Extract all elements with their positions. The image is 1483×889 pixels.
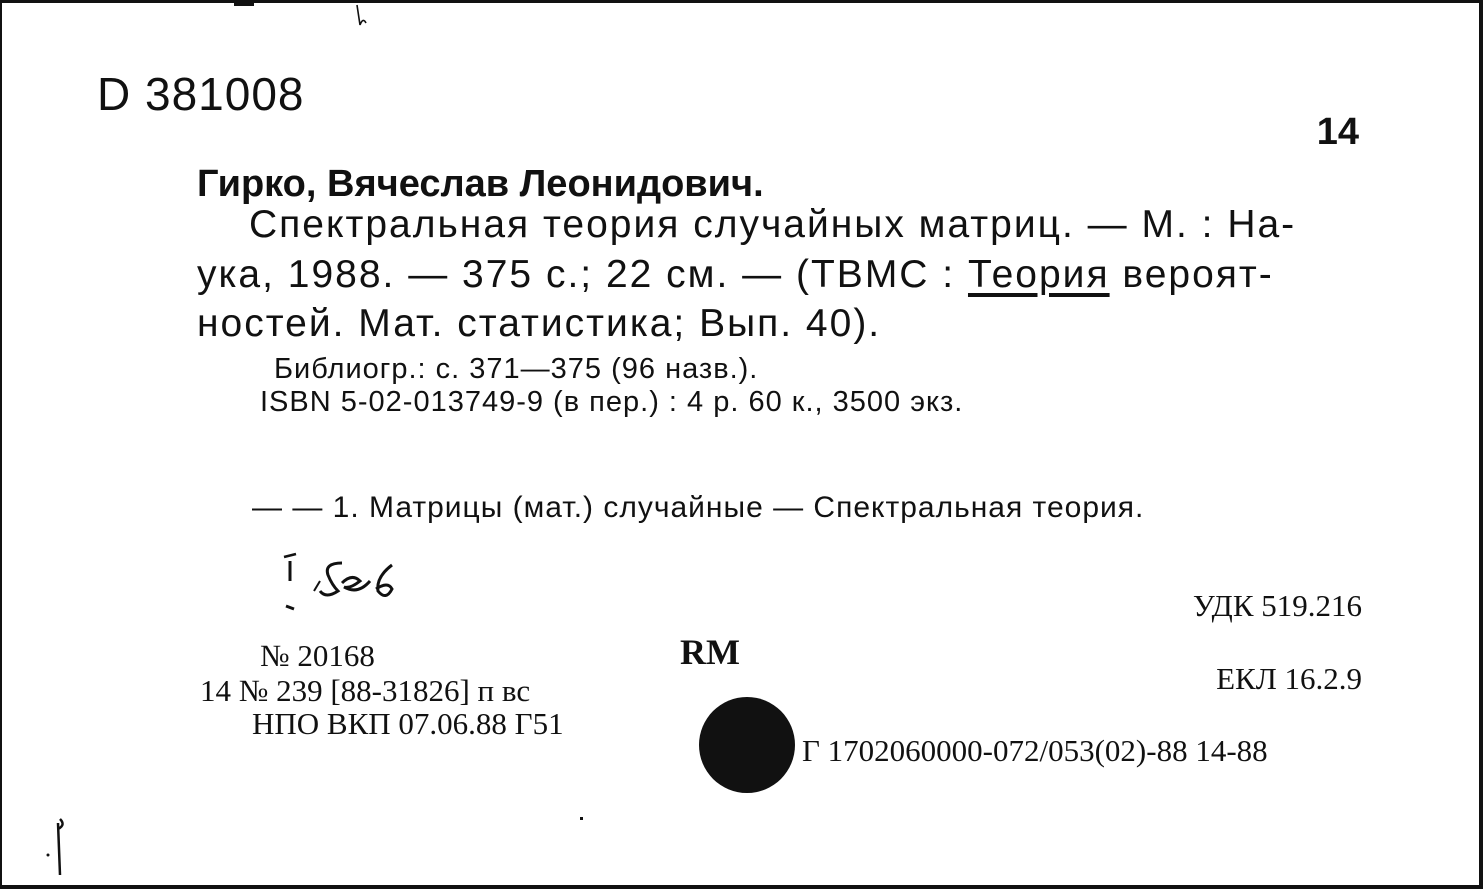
author-heading: Гирко, Вячеслав Леонидович.	[197, 163, 764, 205]
call-number: D 381008	[97, 68, 305, 120]
card-number: 14	[1316, 111, 1359, 153]
pen-mark-icon	[42, 815, 72, 884]
order-number: № 20168	[260, 638, 375, 673]
underlined-word: Теория	[967, 253, 1110, 296]
title-line-1: Спектральная теория случайных матриц. — М. : На-	[249, 203, 1297, 246]
subject-heading: — — 1. Матрицы (мат.) случайные — Спектральная теория.	[252, 491, 1145, 524]
handwritten-scribble-icon	[280, 551, 404, 626]
title-line-3: ностей. Мат. статистика; Вып. 40).	[197, 302, 882, 345]
scan-mark	[234, 3, 254, 6]
isbn-line: ISBN 5-02-013749-9 (в пер.) : 4 р. 60 к., 3500 экз.	[260, 386, 964, 418]
rm-mark: RM	[680, 632, 740, 672]
speck	[580, 817, 583, 820]
udk-code: УДК 519.216	[1192, 588, 1362, 623]
ekl-code: ЕКЛ 16.2.9	[1216, 661, 1362, 696]
order-line: 14 № 239 [88-31826] п вс	[200, 673, 531, 708]
title-line-2	[197, 253, 1274, 297]
pen-tick-icon	[354, 3, 370, 34]
bibliography-note: Библиогр.: с. 371—375 (96 назв.).	[274, 353, 759, 385]
classification-code: Г 1702060000-072/053(02)-88 14-88	[802, 733, 1268, 768]
title-line-2-part-a: ука, 1988. — 375 с.; 22 см. — (ТВМС :	[197, 253, 968, 296]
filled-circle-icon	[699, 697, 795, 793]
publisher-line: НПО ВКП 07.06.88 Г51	[252, 706, 564, 741]
title-line-2-part-b: вероят-	[1109, 253, 1274, 296]
